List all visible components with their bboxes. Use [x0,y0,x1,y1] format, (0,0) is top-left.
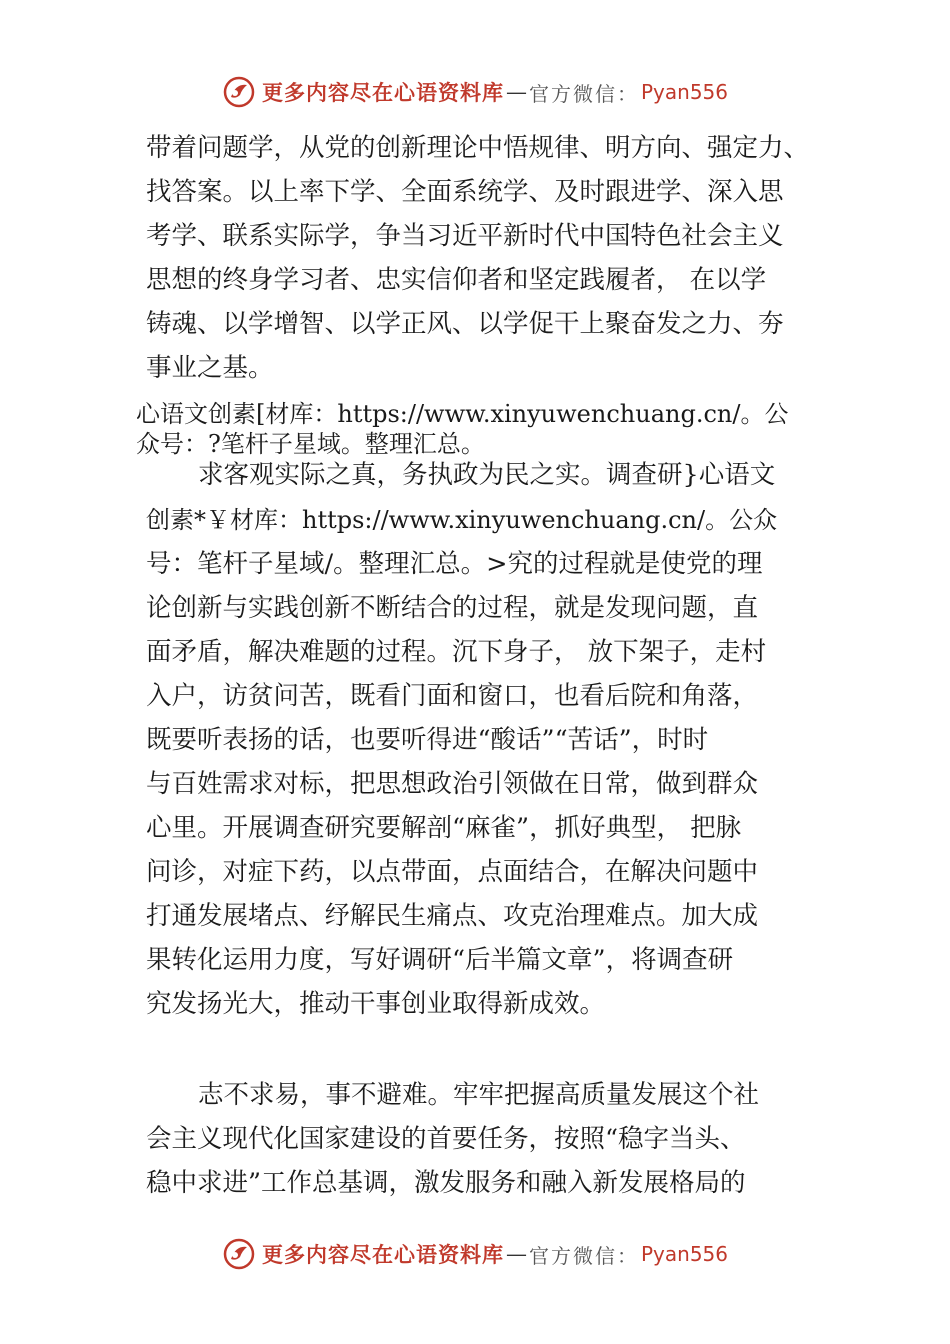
body-line-10: 论创新与实践创新不断结合的过程，就是发现问题，直 [146,593,759,623]
body-line-7: 求客观实际之真，务执政为民之实。调查研}心语文 [198,460,776,490]
footer-banner [0,1234,950,1274]
footer-wechat-label: 官方微信： [528,1243,639,1268]
body-line-22: 稳中求进”工作总基调，激发服务和融入新发展格局的 [146,1168,746,1198]
header-banner [0,72,950,112]
footer-site-name: 更多内容尽在心语资料库 [261,1242,504,1267]
source-line-1: 心语文创素[材库：https://www.xinyuwenchuang.cn/。公 [136,400,789,428]
header-wechat-label: 官方微信： [528,81,639,106]
body-line-18: 果转化运用力度，写好调研“后半篇文章”，将调查研 [146,945,734,975]
body-line-15: 心里。开展调查研究要解剖“麻雀”，抓好典型， 把脉 [146,813,742,843]
body-line-2: 找答案。以上率下学、全面系统学、及时跟进学、深入思 [146,177,784,207]
body-line-20: 志不求易，事不避难。牢牢把握高质量发展这个社 [198,1080,760,1110]
body-line-19: 究发扬光大，推动干事创业取得新成效。 [146,989,606,1019]
header-site-name: 更多内容尽在心语资料库 [261,80,504,105]
header-separator: — [505,80,527,104]
body-line-8: 创素*￥材库：https://www.xinyuwenchuang.cn/。公众 [146,506,778,534]
body-line-1: 带着问题学，从党的创新理论中悟规律、明方向、强定力、 [146,133,810,163]
body-line-5: 铸魂、以学增智、以学正风、以学促干上聚奋发之力、夯 [146,309,784,339]
body-line-9: 号：笔杆子星域/。整理汇总。>究的过程就是使党的理 [146,549,763,579]
header-wechat-id: Pyan556 [640,80,728,104]
body-line-11: 面矛盾，解决难题的过程。沉下身子， 放下架子，走村 [146,637,767,667]
brand-logo-icon [222,1237,256,1271]
body-line-21: 会主义现代化国家建设的首要任务，按照“稳字当头、 [146,1124,746,1154]
body-line-16: 问诊，对症下药，以点带面，点面结合，在解决问题中 [146,857,759,887]
body-line-14: 与百姓需求对标，把思想政治引领做在日常，做到群众 [146,769,759,799]
body-line-4: 思想的终身学习者、忠实信仰者和坚定践履者， 在以学 [146,265,767,295]
body-line-13: 既要听表扬的话，也要听得进“酸话”“苦话”，时时 [146,725,709,755]
body-line-6: 事业之基。 [146,353,274,383]
body-line-3: 考学、联系实际学，争当习近平新时代中国特色社会主义 [146,221,784,251]
footer-wechat-id: Pyan556 [640,1242,728,1266]
body-line-17: 打通发展堵点、纾解民生痛点、攻克治理难点。加大成 [146,901,759,931]
footer-separator: — [505,1242,527,1266]
body-line-12: 入户，访贫问苦，既看门面和窗口，也看后院和角落， [146,681,759,711]
brand-logo-icon [222,75,256,109]
source-line-2: 众号：?笔杆子星域。整理汇总。 [136,430,485,458]
